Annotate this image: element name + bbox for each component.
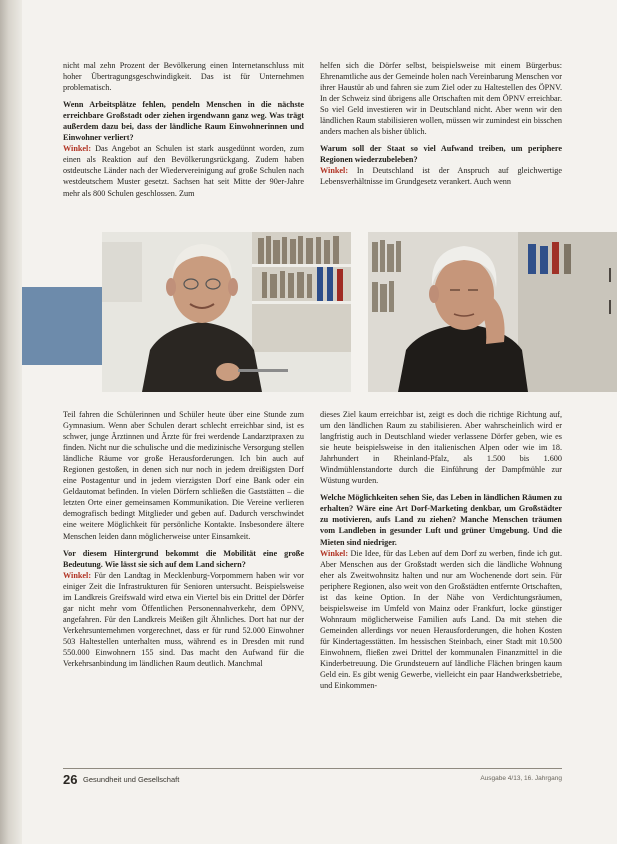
paragraph: nicht mal zehn Prozent der Bevölkerung einen Internetanschluss mit hoher Übertragungsgeschwindigkeit. Das ist für Unternehmen problematisch. — [63, 61, 304, 93]
paragraph: dieses Ziel kaum erreichbar ist, zeigt es doch die richtige Richtung auf, um den ländlichen Raum zu stabilisieren. Aber wahrscheinlich wird er langfristig auch in Deutschland wieder verlassene Dörfer geben, wie es sie heute beispielsweise in den italienischen Alpen oder wie im 18. Jahrhundert in Rheinland-Pfalz, als 1.500 bis 1.600 Windmühlenstandorte durch die Einführung der Dampfmühle zur Wüstung wurden. — [320, 410, 562, 486]
photo-interviewee-left — [102, 232, 351, 392]
interview-answer — [63, 570, 304, 669]
blue-accent-block — [22, 287, 102, 365]
text-column-top-left — [63, 60, 304, 223]
portrait-illustration-right — [368, 232, 617, 392]
footer-divider — [63, 768, 562, 769]
footer-section-title: Gesundheit und Gesellschaft — [83, 775, 180, 784]
answer-text: In Deutschland ist der Anspruch auf gleichwertige Lebensverhältnisse im Grundgesetz verankert. Auch wenn — [320, 166, 562, 187]
photo-interviewee-right — [368, 232, 617, 392]
interview-question: Welche Möglichkeiten sehen Sie, das Leben in ländlichen Räumen zu erhalten? Wäre eine Art Dorf-Marketing denkbar, um Großstädter zu motivieren, aufs Land zu ziehen? Manche Menschen träumen vom Landleben in gesunder Luft und grüner Umgebung. Und die Mieten sind niedriger. — [320, 493, 562, 547]
text-column-bottom-left — [63, 409, 304, 759]
paragraph: Teil fahren die Schülerinnen und Schüler heute über eine Stunde zum Gymnasium. Wenn aber Schulen derart schlecht erreichbar sind, ist es schwer, junge Ärztinnen und Ärzte für frei werdende Landarztpraxen zu finden. Nicht nur die schulische und die medizinische Versorgung stellen ländliche Räume vor große Herausforderungen. Ich bin auch auf Regionen gestoßen, in denen sich nur noch in jedem dreißigsten Dorf eine Postagentur und in jedem vierzigsten Dorf eine Bank oder ein Geldautomat befinden. In vielen Dörfern schließen die Gaststätten – die letzten Orte einer gemeinsamen Kommunikation. Die Vereine verlieren demografisch bedingt Mitglieder und geben auf. Dadurch verschwindet eine weitere Möglichkeit für persönliche Kontakte. Insbesondere ältere Menschen leiden dann möglicherweise unter Einsamkeit. — [63, 410, 304, 541]
edge-register-mark — [609, 268, 611, 282]
edge-register-mark — [609, 300, 611, 314]
page-number: 26 — [63, 772, 78, 787]
answer-text: Das Angebot an Schulen ist stark ausgedünnt worden, zum einen als Reaktion auf den Bevölkerungsrückgang. Zudem haben ostdeutsche Länder nach der Wiedervereinigung auf große Schulen nach westdeutschem Muster gesetzt. Sachsen hat seit Mitte der 90er-Jahre mehr als 800 Schulen geschlossen. Zum — [63, 144, 304, 198]
interview-answer — [320, 548, 562, 692]
interview-question: Wenn Arbeitsplätze fehlen, pendeln Menschen in die nächste erreichbare Großstadt oder ziehen irgendwann ganz weg. Was trägt außerdem dazu bei, dass der ländliche Raum Einwohnerinnen und Einwohner verliert? — [63, 100, 304, 143]
interview-question: Vor diesem Hintergrund bekommt die Mobilität eine große Bedeutung. Wie lässt sie sich auf dem Land sichern? — [63, 548, 304, 569]
interview-answer — [320, 165, 562, 187]
text-column-top-right — [320, 60, 562, 223]
text-column-bottom-right — [320, 409, 562, 759]
speaker-label: Winkel: — [63, 570, 92, 580]
page-binding-shadow — [0, 0, 22, 844]
speaker-label: Winkel: — [320, 166, 349, 176]
speaker-label: Winkel: — [320, 548, 349, 558]
interview-question: Warum soll der Staat so viel Aufwand treiben, um periphere Regionen wiederzubeleben? — [320, 144, 562, 165]
portrait-illustration-left — [102, 232, 351, 392]
answer-text: Für den Landtag in Mecklenburg-Vorpommern haben wir vor einiger Zeit die Infrastrukturen für Senioren untersucht. Beispielsweise im Landkreis Greifswald wird etwa ein Viertel bis ein Drittel der Dörfer gar nicht mehr vom Öffentlichen Personennahverkehr, dem ÖPNV, angefahren. Für den Landkreis Meißen gilt Ähnliches. Dort hat nur der Verkehrsunternehmen vorgerechnet, dass er für rund 52.000 Einwohner 503 Haltestellen unterhalten muss, während es in Dresden mit rund 550.000 Einwohnern 155 sind. Das macht den Aufwand für die Verkehrsanbindung im ländlichen Raum deutlich. Manchmal — [63, 570, 304, 669]
answer-text: Die Idee, für das Leben auf dem Dorf zu werben, finde ich gut. Aber Menschen aus der Großstadt werden sich die ländliche Wohnung eher als Zweitwohnsitz halten und nur am Wochenende dort sein. Für periphere Regionen, also weit von den Großstädten entfernte Ortschaften, ist das keine Option. In der Nähe von Verdichtungsräumen, beispielsweise im Umfeld von Mainz oder Frankfurt, locke günstiger Wohnraum möglicherweise Familien aufs Land. Da mit stehen die Gemeinden allerdings vor neuen Herausforderungen, die hohen Kosten für Kindertagesstätten. Im hessischen Steinbach, einer Stadt mit 10.500 Einwohnern, fließen zwei Drittel der kommunalen Finanzmittel in die Kinderbetreuung. Die Grundsteuern auf ländliche Flächen bringen kaum Geld ein. Es gibt wenig Gewerbe, vielleicht ein paar Handwerksbetriebe, und Einkommen- — [320, 548, 562, 691]
photo-divider — [351, 232, 368, 392]
paragraph: helfen sich die Dörfer selbst, beispielsweise mit einem Bürgerbus: Ehrenamtliche aus der Gemeinde holen nach Vereinbarung Menschen vor ihrer Haustür ab und fahren sie zum Ziel oder zu Haltestellen des ÖPNV. In der Schweiz sind übrigens alle Ortschaften mit dem ÖPNV erreichbar. So viel Geld investieren wir in Deutschland nicht. Aber wenn wir den ländlichen Raum stabilisieren wollen, müssen wir zumindest ein bisschen anders machen als bisher üblich. — [320, 61, 562, 137]
speaker-label: Winkel: — [63, 144, 92, 154]
footer-issue-info: Ausgabe 4/13, 16. Jahrgang — [480, 775, 562, 782]
interview-answer — [63, 143, 304, 198]
